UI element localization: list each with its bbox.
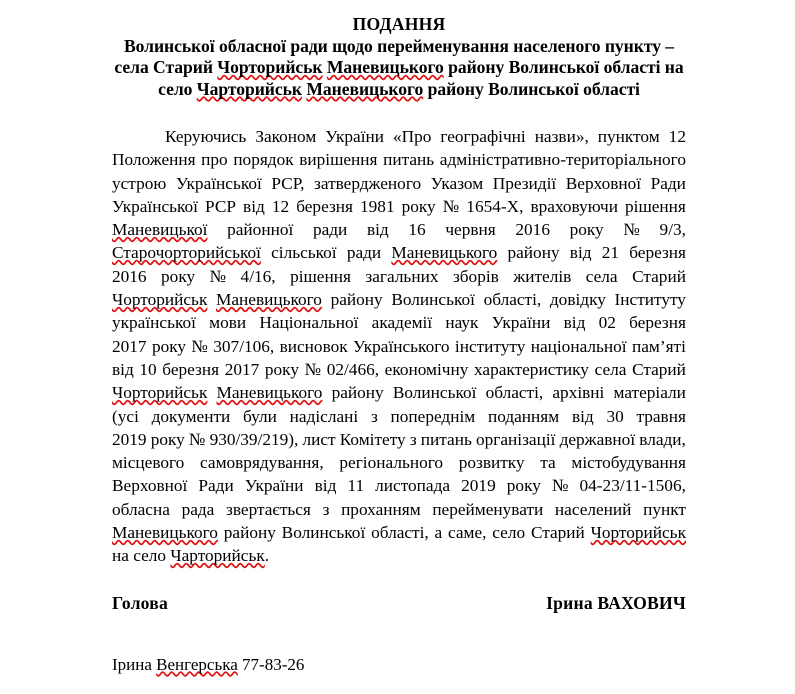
misspelled-word: Чорторийськ xyxy=(217,57,323,77)
paragraph-line: української мови Національної академії наук України від 02 березня xyxy=(112,313,686,333)
subtitle-line-1-text: Волинської обласної ради щодо перейменування населеного пункту – xyxy=(123,35,675,56)
misspelled-word: Маневицького xyxy=(391,243,498,263)
subtitle-line-2: села Старий Чорторийськ Маневицького району Волинської області на xyxy=(114,57,684,77)
paragraph-line: від 10 березня 2017 року № 02/466, економічну характеристику села Старий xyxy=(112,359,686,379)
misspelled-word: Чорторийськ xyxy=(590,523,686,543)
paragraph-line: місцевого самоврядування, регіонального розвитку та містобудування xyxy=(112,453,686,473)
paragraph-line: 2016 року № 4/16, рішення загальних зборів жителів села Старий xyxy=(112,266,686,286)
misspelled-word: Венгерська xyxy=(156,655,238,674)
misspelled-word: Маневицького xyxy=(112,523,218,543)
paragraph-line: Маневицького району Волинської області, а саме, село Старий Чорторийськ xyxy=(112,521,686,544)
executor-line xyxy=(112,655,686,675)
page-title: ПОДАННЯ xyxy=(352,14,446,34)
paragraph-line: (усі документи були надіслані з попереднім поданням від 30 травня xyxy=(112,406,686,426)
misspelled-word: Маневицького xyxy=(216,290,322,310)
first-line-indent xyxy=(112,125,156,148)
paragraph-line: обласна рада звертається з проханням перейменувати населений пункт xyxy=(112,499,686,519)
paragraph-line: Української РСР від 12 березня 1981 року № 1654-Х, враховуючи рішення xyxy=(112,196,686,216)
paragraph-line: Чорторийськ Маневицького району Волинської області, архівні матеріали xyxy=(112,381,686,404)
body-paragraph xyxy=(112,125,686,568)
signature-name: Ірина ВАХОВИЧ xyxy=(546,593,686,613)
misspelled-word: Чорторийськ xyxy=(112,290,208,310)
misspelled-word: Чорторийськ xyxy=(112,383,208,403)
misspelled-word: Старочорторийської xyxy=(112,243,261,263)
paragraph-line: Старочорторийської сільської ради Маневицького району від 21 березня xyxy=(112,241,686,264)
document-body xyxy=(112,0,686,568)
subtitle-line-1 xyxy=(84,36,714,58)
misspelled-word: Чарторийськ xyxy=(170,546,265,566)
paragraph-line: Верховної Ради України від 11 листопада 2019 року № 04-23/11-1506, xyxy=(112,476,686,496)
signature-role: Голова xyxy=(112,593,168,613)
executor-first-name: Ірина xyxy=(112,655,157,674)
paragraph-line: Маневицької районної ради від 16 червня 2016 року № 9/3, xyxy=(112,218,686,241)
misspelled-word: Чарторийськ xyxy=(196,78,302,99)
signature-row xyxy=(112,593,686,614)
executor-phone: 77-83-26 xyxy=(237,655,305,674)
paragraph-line: устрою Української РСР, затвердженого Указом Президії Верховної Ради xyxy=(112,173,686,193)
misspelled-word: Маневицького xyxy=(216,383,323,403)
paragraph-line: Керуючись Законом України «Про географічні назви», пунктом 12 xyxy=(112,125,686,148)
misspelled-word: Маневицького xyxy=(326,57,444,77)
paragraph-line: Положення про порядок вирішення питань адміністративно-територіального xyxy=(112,150,686,170)
subtitle-line-3: село Чарторийськ Маневицького району Волинської області xyxy=(158,78,640,99)
misspelled-word: Маневицького xyxy=(306,78,424,99)
document-title-block xyxy=(112,0,686,100)
paragraph-line: Чорторийськ Маневицького району Волинської області, довідку Інституту xyxy=(112,288,686,311)
paragraph-line: 2017 року № 307/106, висновок Українського інституту національної пам’яті xyxy=(112,336,686,356)
paragraph-line: 2019 року № 930/39/219), лист Комітету з питань організації державної влади, xyxy=(112,429,686,449)
misspelled-word: Маневицької xyxy=(112,220,208,240)
paragraph-line: на село Чарторийськ. xyxy=(112,546,270,566)
